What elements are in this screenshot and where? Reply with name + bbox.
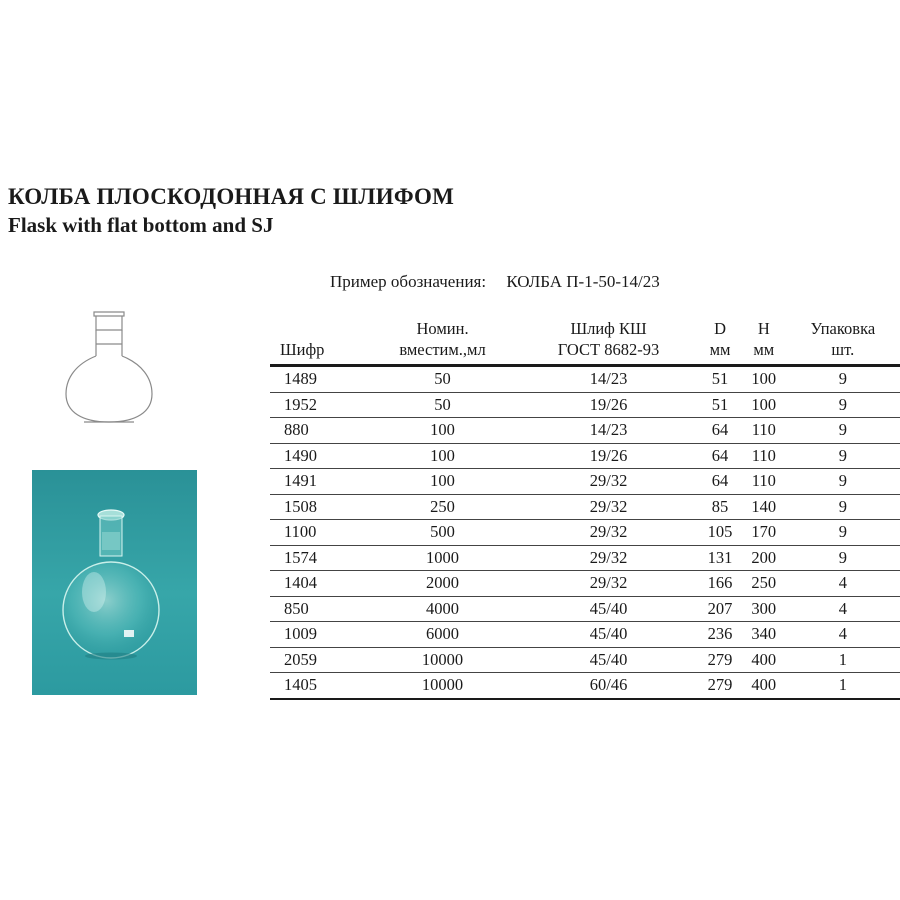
table-cell: 10000 [366, 647, 519, 673]
header-joint: Шлиф КШ ГОСТ 8682-93 [519, 318, 698, 366]
table-cell: 9 [786, 520, 900, 546]
table-row [270, 622, 900, 648]
table-cell: 45/40 [519, 622, 698, 648]
table-cell: 64 [698, 418, 742, 444]
header-capacity: Номин. вместим.,мл [366, 318, 519, 366]
table-cell: 29/32 [519, 469, 698, 495]
table-cell: 207 [698, 596, 742, 622]
table-cell: 1952 [270, 392, 366, 418]
table-cell: 100 [366, 469, 519, 495]
table-cell: 9 [786, 443, 900, 469]
header-code: Шифр [270, 318, 366, 366]
table-cell: 1000 [366, 545, 519, 571]
table-row [270, 392, 900, 418]
table-cell: 100 [366, 418, 519, 444]
table-cell: 1491 [270, 469, 366, 495]
table-cell: 400 [742, 647, 786, 673]
flask-photo [32, 470, 197, 695]
table-cell: 500 [366, 520, 519, 546]
table-cell: 340 [742, 622, 786, 648]
table-cell: 170 [742, 520, 786, 546]
table-cell: 1405 [270, 673, 366, 699]
table-cell: 1489 [270, 366, 366, 393]
flask-drawing [62, 308, 158, 434]
table-cell: 2000 [366, 571, 519, 597]
table-cell: 50 [366, 366, 519, 393]
table-cell: 250 [366, 494, 519, 520]
table-cell: 4 [786, 596, 900, 622]
table-cell: 45/40 [519, 647, 698, 673]
table-row [270, 418, 900, 444]
table-cell: 64 [698, 469, 742, 495]
table-cell: 45/40 [519, 596, 698, 622]
table-cell: 200 [742, 545, 786, 571]
table-cell: 100 [366, 443, 519, 469]
table-row [270, 571, 900, 597]
table-cell: 236 [698, 622, 742, 648]
table-cell: 19/26 [519, 392, 698, 418]
table-cell: 60/46 [519, 673, 698, 699]
table-cell: 51 [698, 392, 742, 418]
header-height: H мм [742, 318, 786, 366]
table-cell: 14/23 [519, 366, 698, 393]
table-row [270, 494, 900, 520]
table-cell: 85 [698, 494, 742, 520]
table-cell: 29/32 [519, 545, 698, 571]
table-cell: 250 [742, 571, 786, 597]
table-cell: 110 [742, 469, 786, 495]
table-cell: 1490 [270, 443, 366, 469]
table-cell: 14/23 [519, 418, 698, 444]
table-cell: 6000 [366, 622, 519, 648]
title-russian: КОЛБА ПЛОСКОДОННАЯ С ШЛИФОМ [8, 184, 455, 209]
table-cell: 850 [270, 596, 366, 622]
table-cell: 64 [698, 443, 742, 469]
table-cell: 880 [270, 418, 366, 444]
table-row [270, 520, 900, 546]
table-cell: 131 [698, 545, 742, 571]
table-cell: 9 [786, 392, 900, 418]
header-packing: Упаковка шт. [786, 318, 900, 366]
table-cell: 4000 [366, 596, 519, 622]
table-row [270, 443, 900, 469]
table-cell: 9 [786, 469, 900, 495]
designation-example-label: Пример обозначения: [330, 272, 487, 291]
title-english: Flask with flat bottom and SJ [8, 213, 274, 237]
header-diameter: D мм [698, 318, 742, 366]
table-row [270, 673, 900, 699]
table-cell: 1508 [270, 494, 366, 520]
table-cell: 50 [366, 392, 519, 418]
table-cell: 105 [698, 520, 742, 546]
table-row [270, 596, 900, 622]
table-cell: 300 [742, 596, 786, 622]
table-cell: 100 [742, 392, 786, 418]
table-row [270, 469, 900, 495]
table-cell: 1404 [270, 571, 366, 597]
designation-example [330, 272, 660, 292]
table-row [270, 545, 900, 571]
table-cell: 166 [698, 571, 742, 597]
table-cell: 29/32 [519, 520, 698, 546]
table-cell: 1 [786, 647, 900, 673]
table-cell: 110 [742, 443, 786, 469]
table-cell: 19/26 [519, 443, 698, 469]
specifications-table [270, 318, 900, 700]
table-row [270, 366, 900, 393]
table-cell: 4 [786, 622, 900, 648]
table-cell: 51 [698, 366, 742, 393]
table-cell: 4 [786, 571, 900, 597]
table-cell: 1009 [270, 622, 366, 648]
table-cell: 400 [742, 673, 786, 699]
table-cell: 9 [786, 418, 900, 444]
table-cell: 279 [698, 673, 742, 699]
table-header-row [270, 318, 900, 366]
table-cell: 279 [698, 647, 742, 673]
table-cell: 9 [786, 545, 900, 571]
table-cell: 29/32 [519, 571, 698, 597]
table-cell: 100 [742, 366, 786, 393]
table-cell: 1 [786, 673, 900, 699]
table-cell: 110 [742, 418, 786, 444]
table-cell: 9 [786, 366, 900, 393]
table-cell: 9 [786, 494, 900, 520]
table-cell: 2059 [270, 647, 366, 673]
table-cell: 1574 [270, 545, 366, 571]
designation-example-code: КОЛБА П-1-50-14/23 [506, 272, 660, 291]
table-cell: 1100 [270, 520, 366, 546]
table-row [270, 647, 900, 673]
table-cell: 10000 [366, 673, 519, 699]
table-cell: 140 [742, 494, 786, 520]
table-cell: 29/32 [519, 494, 698, 520]
